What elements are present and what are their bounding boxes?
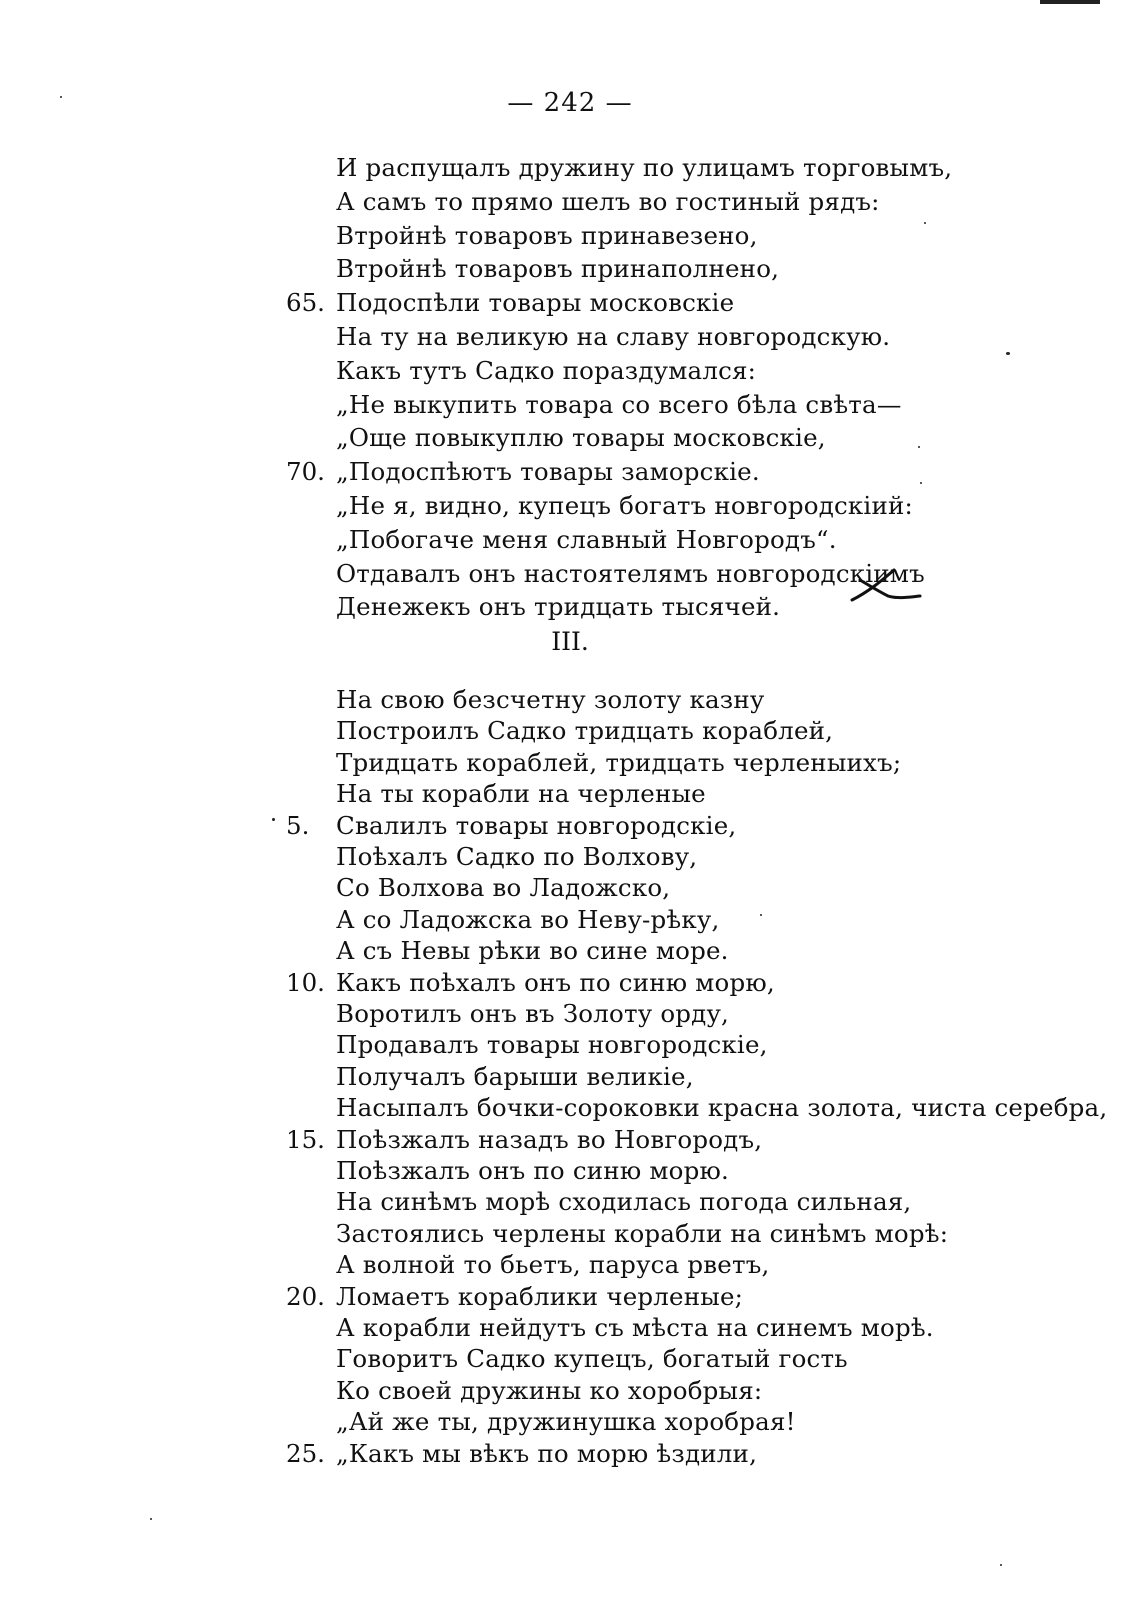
poem-line: А съ Невы рѣки во сине море. [336,936,729,966]
poem-line: Какъ поѣхалъ онъ по синю морю, [336,967,775,997]
poem-line: А самъ то прямо шелъ во гостиный рядъ: [336,186,880,216]
ink-speck [150,1518,152,1520]
ink-speck [760,914,762,916]
ink-speck [918,446,920,448]
poem-line: А волной то бьетъ, паруса рветъ, [336,1250,770,1280]
section-heading: III. [551,627,589,656]
ink-speck [920,482,922,484]
poem-line: Подоспѣли товары московскіе [336,288,735,318]
poem-line: Поѣзжалъ онъ по синю морю. [336,1156,729,1185]
poem-line: И распущалъ дружину по улицамъ торговымъ, [336,153,953,182]
poem-line: На свою безсчетну золоту казну [336,685,765,714]
poem-line: „Не выкупить товара со всего бѣла свѣта— [336,389,902,419]
poem-line: Втройнѣ товаровъ принаполнено, [336,254,780,284]
poem-line: Тридцать кораблей, тридцать черленыихъ; [336,747,902,777]
ink-speck [60,96,62,98]
line-number: 15. [286,1124,325,1154]
line-number: 5. [286,810,310,840]
poem-line: Отдавалъ онъ настоятелямъ новгородскіимъ [336,558,925,588]
poem-line: Продавалъ товары новгородскіе, [336,1030,768,1060]
poem-line: Какъ тутъ Садко пораздумался: [336,355,757,385]
poem-line: На ты корабли на черленые [336,779,706,809]
poem-line: „Подоспѣютъ товары заморскіе. [336,457,760,487]
poem-line: Со Волхова во Ладожско, [336,873,671,903]
ink-speck [1040,0,1100,4]
poem-line: А со Ладожска во Неву-рѣку, [336,904,720,934]
poem-line: На ту на великую на славу новгородскую. [336,322,891,351]
poem-line: Свалилъ товары новгородскіе, [336,810,737,840]
line-number: 20. [286,1281,325,1311]
poem-line: Построилъ Садко тридцать кораблей, [336,716,834,746]
line-number: 70. [286,457,325,487]
ink-speck [1006,352,1010,355]
poem-line: Поѣхалъ Садко по Волхову, [336,842,698,871]
line-number: 10. [286,967,325,997]
poem-line: Говоритъ Садко купецъ, богатый гость [336,1344,848,1374]
poem-line: „Ай же ты, дружинушка хоробрая! [336,1407,796,1437]
ink-speck [1000,1564,1002,1566]
poem-line: Поѣзжалъ назадъ во Новгородъ, [336,1124,763,1154]
poem-line: Денежекъ онъ тридцать тысячей. [336,592,781,622]
poem-line: „Не я, видно, купецъ богатъ новгородскіий: [336,491,913,520]
poem-line: Застоялись черлены корабли на синѣмъ морѣ: [336,1218,949,1248]
line-number: 65. [286,288,325,318]
poem-line: Насыпалъ бочки-сороковки красна золота, чиста серебра, [336,1093,1108,1123]
ink-speck [924,222,926,224]
pencil-check-mark [846,566,922,606]
poem-line: „Какъ мы вѣкъ по морю ѣздили, [336,1438,758,1468]
line-number: 25. [286,1438,325,1468]
poem-line: Ко своей дружины ко хоробрыя: [336,1375,763,1405]
ink-speck [272,818,275,821]
poem-line: А корабли нейдутъ съ мѣста на синемъ морѣ. [336,1313,934,1342]
poem-line: Воротилъ онъ въ Золоту орду, [336,999,730,1028]
poem-line: На синѣмъ морѣ сходилась погода сильная, [336,1187,912,1217]
poem-line: Ломаетъ кораблики черленые; [336,1281,744,1311]
poem-line: „Още повыкуплю товары московскіе, [336,423,826,453]
poem-line: „Побогаче меня славный Новгородъ“. [336,524,837,554]
page-number: — 242 — [507,88,633,118]
poem-line: Получалъ барыши великіе, [336,1061,694,1091]
poem-line: Втройнѣ товаровъ принавезено, [336,220,758,250]
